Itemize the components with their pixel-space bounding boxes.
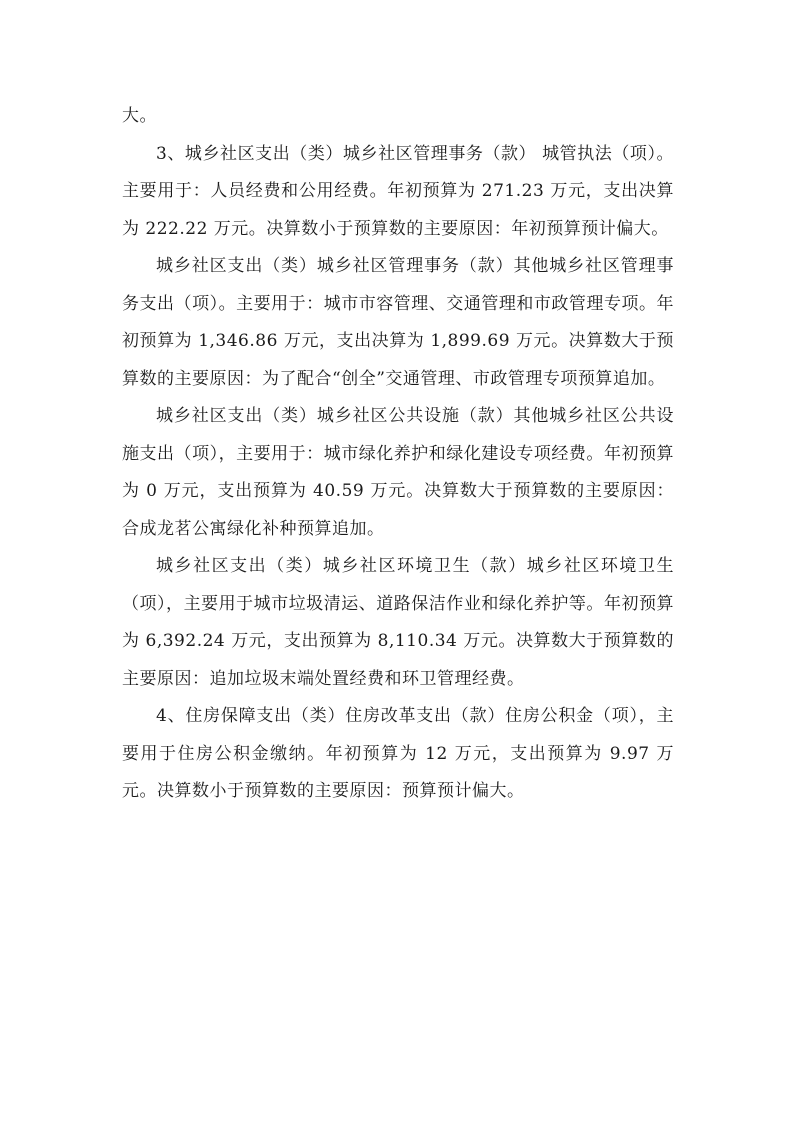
paragraph-continuation: 大。 — [122, 106, 157, 126]
paragraph-housing-provident-fund: 4、住房保障支出（类）住房改革支出（款）住房公积金（项），主要用于住房公积金缴纳。年初预算为 12 万元，支出预算为 9.97 万元。决算数小于预算数的主要原因：预算预计偏大。 — [122, 706, 674, 801]
paragraph-public-facilities: 城乡社区支出（类）城乡社区公共设施（款）其他城乡社区公共设施支出（项），主要用于：城市绿化养护和绿化建设专项经费。年初预算为 0 万元，支出预算为 40.59 万元。决算数大于预算数的主要原因：合成龙茗公寓绿化补种预算追加。 — [122, 406, 674, 539]
paragraph-environmental-sanitation: 城乡社区支出（类）城乡社区环境卫生（款）城乡社区环境卫生（项），主要用于城市垃圾清运、道路保洁作业和绿化养护等。年初预算为 6,392.24 万元，支出预算为 8,110.34 万元。决算数大于预算数的主要原因：追加垃圾末端处置经费和环卫管理经费。 — [122, 556, 674, 689]
paragraph-other-urban-management: 城乡社区支出（类）城乡社区管理事务（款）其他城乡社区管理事务支出（项）。主要用于：城市市容管理、交通管理和市政管理专项。年初预算为 1,346.86 万元，支出决算为 1,899.69 万元。决算数大于预算数的主要原因：为了配合“创全”交通管理、市政管理专项预算追加。 — [122, 256, 674, 389]
document-body — [122, 98, 674, 811]
paragraph-urban-management-enforcement: 3、城乡社区支出（类）城乡社区管理事务（款） 城管执法（项）。主要用于：人员经费和公用经费。年初预算为 271.23 万元，支出决算为 222.22 万元。决算数小于预算数的主要原因：年初预算预计偏大。 — [122, 143, 674, 239]
